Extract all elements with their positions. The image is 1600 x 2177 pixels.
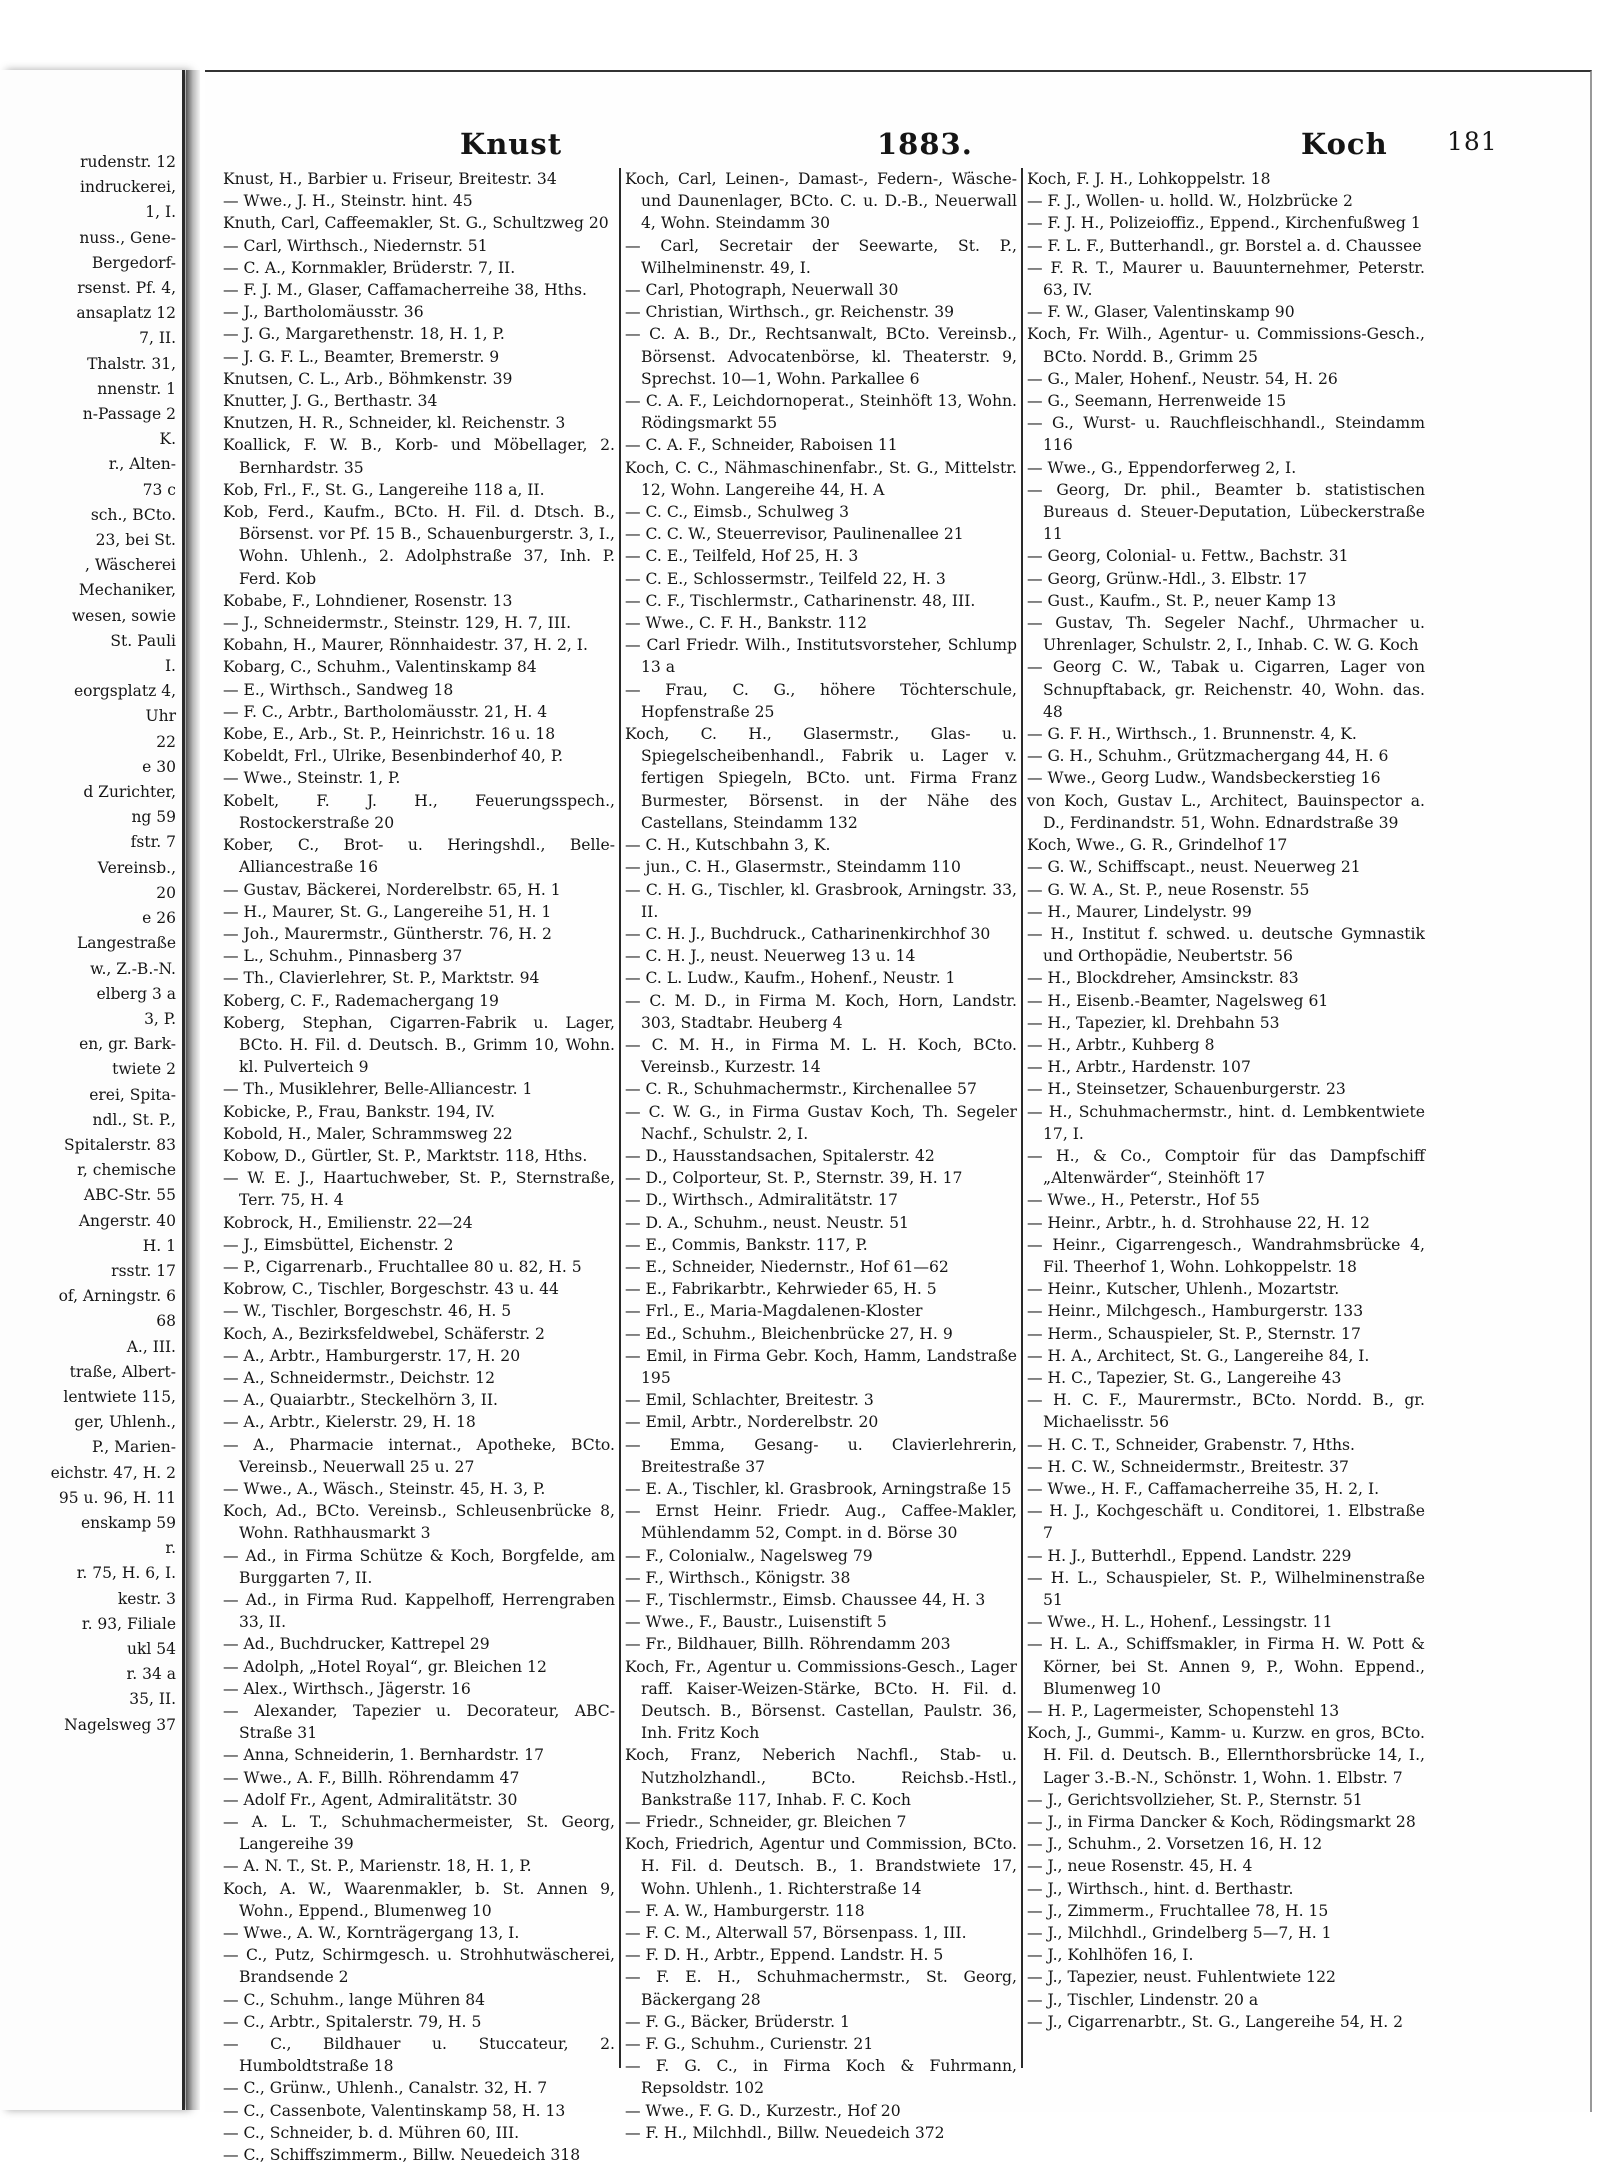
directory-entry: — H., Maurer, Lindelystr. 99: [1027, 902, 1252, 921]
directory-entry: — H. C., Tapezier, St. G., Langereihe 43: [1027, 1368, 1342, 1387]
directory-entry: — Wwe., J. H., Steinstr. hint. 45: [223, 192, 473, 211]
directory-entry: — F. G. C., in Firma Koch & Fuhrmann, Repsoldstr. 102: [625, 2057, 1017, 2098]
directory-entry: — C., Schiffszimmerm., Billw. Neuedeich 318: [223, 2146, 581, 2165]
directory-entry: Koch, J., Gummi-, Kamm- u. Kurzw. en gros, BCto. H. Fil. d. Deutsch. B., Ellernthorsbrücke 14, I., Lager 3.-B.-N., Schönstr. 1, Wohn. 1. Elbstr. 7: [1027, 1724, 1425, 1787]
directory-entry: Kobahn, H., Maurer, Rönnhaidestr. 37, H. 2, I.: [223, 636, 588, 655]
directory-entry: — C. C., Eimsb., Schulweg 3: [625, 503, 850, 522]
directory-entry: — Emma, Gesang- u. Clavierlehrerin, Breitestraße 37: [625, 1435, 1017, 1476]
left-fragment-line: r., Alten-: [108, 455, 176, 474]
directory-entry: Koallick, F. W. B., Korb- und Möbellager, 2. Bernhardstr. 35: [223, 436, 615, 477]
directory-entry: — H., Blockdreher, Amsinckstr. 83: [1027, 969, 1299, 988]
directory-entry: — J. G. F. L., Beamter, Bremerstr. 9: [223, 347, 500, 366]
left-fragment-line: enskamp 59: [80, 1513, 176, 1532]
directory-entry: — Georg, Colonial- u. Fettw., Bachstr. 31: [1027, 547, 1349, 566]
directory-entry: — C. A. F., Schneider, Raboisen 11: [625, 436, 898, 455]
directory-entry: Koch, Wwe., G. R., Grindelhof 17: [1027, 836, 1288, 855]
left-fragment-line: Uhr: [145, 707, 176, 726]
directory-entry: — H. A., Architect, St. G., Langereihe 84, I.: [1027, 1346, 1370, 1365]
directory-entry: — A. N. T., St. P., Marienstr. 18, H. 1, P.: [223, 1857, 532, 1876]
directory-entry: — G., Seemann, Herrenweide 15: [1027, 392, 1287, 411]
directory-entry: — J. G., Margarethenstr. 18, H. 1, P.: [223, 325, 505, 344]
directory-entry: — F. R. T., Maurer u. Bauunternehmer, Peterstr. 63, IV.: [1027, 258, 1425, 300]
directory-entry: — J., Wirthsch., hint. d. Berthastr.: [1027, 1879, 1294, 1898]
left-fragment-line: e 30: [142, 757, 176, 776]
directory-entry: — jun., C. H., Glasermstr., Steindamm 110: [625, 858, 961, 877]
directory-entry: — J., Tischler, Lindenstr. 20 a: [1027, 1990, 1259, 2009]
directory-entry: — Ernst Heinr. Friedr. Aug., Caffee-Makler, Mühlendamm 52, Compt. in d. Börse 30: [625, 1502, 1017, 1543]
directory-entry: Kobe, E., Arb., St. P., Heinrichstr. 16 u. 18: [223, 725, 556, 744]
directory-entry: — F. G., Bäcker, Brüderstr. 1: [625, 2012, 850, 2031]
directory-entry: — G. F. H., Wirthsch., 1. Brunnenstr. 4, K.: [1027, 725, 1357, 744]
left-fragment-line: Spitalerstr. 83: [64, 1135, 176, 1154]
directory-entry: — Alex., Wirthsch., Jägerstr. 16: [223, 1679, 471, 1698]
left-fragment-line: ABC-Str. 55: [83, 1186, 176, 1205]
left-fragment-line: , Wäscherei: [84, 556, 176, 575]
column-2: [625, 168, 1017, 2142]
directory-entry: — Wwe., H. F., Caffamacherreihe 35, H. 2, I.: [1027, 1479, 1380, 1498]
left-fragment-line: r. 75, H. 6, I.: [76, 1564, 176, 1583]
directory-entry: — F. L. F., Butterhandl., gr. Borstel a. d. Chaussee: [1027, 236, 1422, 255]
left-fragment-line: eorgsplatz 4,: [73, 682, 176, 701]
directory-entry: — Friedr., Schneider, gr. Bleichen 7: [625, 1813, 907, 1832]
directory-entry: Kobabe, F., Lohndiener, Rosenstr. 13: [223, 591, 513, 610]
directory-entry: — Ad., in Firma Schütze & Koch, Borgfelde, am Burggarten 7, II.: [223, 1546, 615, 1587]
directory-entry: — H., & Co., Comptoir für das Dampfschiff „Altenwärder“, Steinhöft 17: [1027, 1146, 1425, 1188]
directory-entry: — J., Schuhm., 2. Vorsetzen 16, H. 12: [1027, 1835, 1323, 1854]
directory-entry: — Gustav, Bäckerei, Norderelbstr. 65, H. 1: [223, 880, 561, 899]
directory-entry: — F. G., Schuhm., Curienstr. 21: [625, 2035, 874, 2054]
left-fragment-line: ger, Uhlenh.,: [74, 1413, 176, 1432]
left-fragment-line: wesen, sowie: [71, 606, 176, 625]
directory-entry: — H., Tapezier, kl. Drehbahn 53: [1027, 1013, 1280, 1032]
directory-entry: — H., Schuhmachermstr., hint. d. Lembkentwiete 17, I.: [1027, 1102, 1425, 1143]
left-fragment-line: e 26: [142, 909, 176, 928]
left-fragment-line: ukl 54: [127, 1639, 176, 1658]
directory-entry: — Ad., in Firma Rud. Kappelhoff, Herrengraben 33, II.: [223, 1591, 615, 1632]
column-divider-1: [619, 168, 621, 2068]
directory-entry: — E., Commis, Bankstr. 117, P.: [625, 1235, 868, 1254]
directory-entry: — Heinr., Cigarrengesch., Wandrahmsbrücke 4, Fil. Theerhof 1, Wohn. Lohkoppelstr. 18: [1027, 1235, 1425, 1276]
left-fragment-line: en, gr. Bark-: [79, 1035, 176, 1054]
directory-entry: Kobrow, C., Tischler, Borgeschstr. 43 u. 44: [223, 1280, 559, 1299]
directory-entry: Koch, Fr. Wilh., Agentur- u. Commissions-Gesch., BCto. Nordd. B., Grimm 25: [1027, 325, 1425, 366]
left-fragment-line: w., Z.-B.-N.: [90, 959, 176, 978]
directory-entry: — F. J., Wollen- u. holld. W., Holzbrücke 2: [1027, 192, 1353, 211]
directory-entry: — H. J., Kochgeschäft u. Conditorei, 1. Elbstraße 7: [1027, 1502, 1425, 1543]
directory-entry: — J., Kohlhöfen 16, I.: [1027, 1946, 1194, 1965]
directory-entry: — Carl Friedr. Wilh., Institutsvorsteher, Schlump 13 a: [625, 636, 1017, 677]
directory-entry: — H., Arbtr., Kuhberg 8: [1027, 1035, 1215, 1054]
directory-entry: — Anna, Schneiderin, 1. Bernhardstr. 17: [223, 1746, 544, 1765]
directory-entry: — Wwe., H. L., Hohenf., Lessingstr. 11: [1027, 1613, 1333, 1632]
directory-entry: — J., in Firma Dancker & Koch, Rödingsmarkt 28: [1027, 1813, 1416, 1832]
directory-entry: — C., Arbtr., Spitalerstr. 79, H. 5: [223, 2012, 482, 2031]
directory-entry: — F. A. W., Hamburgerstr. 118: [625, 1901, 865, 1920]
directory-entry: — Wwe., Georg Ludw., Wandsbeckerstieg 16: [1027, 769, 1381, 788]
directory-entry: — C. A. F., Leichdornoperat., Steinhöft 13, Wohn. Rödingsmarkt 55: [625, 392, 1017, 433]
directory-entry: — Heinr., Milchgesch., Hamburgerstr. 133: [1027, 1302, 1364, 1321]
directory-entry: — F. C., Arbtr., Bartholomäusstr. 21, H. 4: [223, 702, 548, 721]
left-fragment-line: St. Pauli: [110, 631, 176, 650]
directory-entry: — Heinr., Kutscher, Uhlenh., Mozartstr.: [1027, 1280, 1340, 1299]
directory-entry: — Christian, Wirthsch., gr. Reichenstr. 39: [625, 303, 955, 322]
left-fragment-line: eichstr. 47, H. 2: [50, 1463, 176, 1482]
directory-entry: Kobicke, P., Frau, Bankstr. 194, IV.: [223, 1102, 496, 1121]
directory-entry: Kobrock, H., Emilienstr. 22—24: [223, 1213, 473, 1232]
directory-entry: — C. H. G., Tischler, kl. Grasbrook, Arningstr. 33, II.: [625, 880, 1017, 921]
directory-entry: — C., Schuhm., lange Mühren 84: [223, 1990, 486, 2009]
directory-entry: — F. J. M., Glaser, Caffamacherreihe 38, Hths.: [223, 281, 587, 300]
directory-entry: Kob, Ferd., Kaufm., BCto. H. Fil. d. Dtsch. B., Börsenst. vor Pf. 15 B., Schauenburgerstr. 3, I., Wohn. Uhlenh., 2. Adolphstraße 37, Inh. P. Ferd. Kob: [223, 503, 615, 588]
directory-entry: — A. L. T., Schuhmachermeister, St. Georg, Langereihe 39: [223, 1813, 615, 1854]
directory-entry: — Herm., Schauspieler, St. P., Sternstr. 17: [1027, 1324, 1361, 1343]
left-fragment-line: 95 u. 96, H. 11: [58, 1488, 176, 1507]
directory-entry: — F., Colonialw., Nagelsweg 79: [625, 1546, 873, 1565]
directory-entry: — C., Grünw., Uhlenh., Canalstr. 32, H. 7: [223, 2079, 548, 2098]
directory-entry: — Alexander, Tapezier u. Decorateur, ABC-Straße 31: [223, 1702, 615, 1743]
right-page: [205, 70, 1592, 2165]
directory-entry: — H. C. F., Maurermstr., BCto. Nordd. B., gr. Michaelisstr. 56: [1027, 1391, 1425, 1432]
directory-entry: — Frl., E., Maria-Magdalenen-Kloster: [625, 1302, 923, 1321]
left-fragment-line: 35, II.: [129, 1690, 176, 1709]
directory-entry: — H. C. W., Schneidermstr., Breitestr. 37: [1027, 1457, 1349, 1476]
directory-entry: — Wwe., C. F. H., Bankstr. 112: [625, 614, 868, 633]
directory-entry: — H. L. A., Schiffsmakler, in Firma H. W. Pott & Körner, bei St. Annen 9, P., Wohn. Eppend., Blumenweg 10: [1027, 1635, 1425, 1698]
directory-entry: — C. E., Teilfeld, Hof 25, H. 3: [625, 547, 859, 566]
directory-entry: — Georg C. W., Tabak u. Cigarren, Lager von Schnupftaback, gr. Reichenstr. 40, Wohn. das. 48: [1027, 658, 1425, 721]
directory-entry: — G. W. A., St. P., neue Rosenstr. 55: [1027, 880, 1310, 899]
left-fragment-line: ng 59: [131, 808, 176, 827]
directory-entry: — C. A., Kornmakler, Brüderstr. 7, II.: [223, 258, 516, 277]
left-fragment-line: Vereinsb.,: [97, 858, 176, 877]
left-fragment-line: 1, I.: [145, 203, 176, 222]
column-1: [223, 168, 615, 2165]
directory-entry: — D., Wirthsch., Admiralitätstr. 17: [625, 1191, 898, 1210]
left-fragment-line: lentwiete 115,: [63, 1387, 176, 1406]
directory-entry: — Gust., Kaufm., St. P., neuer Kamp 13: [1027, 591, 1337, 610]
directory-entry: — C., Cassenbote, Valentinskamp 58, H. 13: [223, 2101, 566, 2120]
directory-entry: — A., Arbtr., Hamburgerstr. 17, H. 20: [223, 1346, 521, 1365]
directory-entry: von Koch, Gustav L., Architect, Bauinspector a. D., Ferdinandstr. 51, Wohn. Ednardstraße 39: [1027, 791, 1425, 832]
left-fragment-line: 22: [156, 732, 176, 751]
directory-entry: — Th., Musiklehrer, Belle-Alliancestr. 1: [223, 1080, 533, 1099]
directory-entry: Knust, H., Barbier u. Friseur, Breitestr. 34: [223, 170, 557, 188]
directory-entry: — H., Institut f. schwed. u. deutsche Gymnastik und Orthopädie, Neubertstr. 56: [1027, 924, 1425, 966]
directory-entry: — F. E. H., Schuhmachermstr., St. Georg, Bäckergang 28: [625, 1968, 1017, 2009]
left-fragment-line: kestr. 3: [117, 1589, 176, 1608]
directory-entry: — J., Milchhdl., Grindelberg 5—7, H. 1: [1027, 1924, 1332, 1943]
directory-entry: Koch, A., Bezirksfeldwebel, Schäferstr. 2: [223, 1324, 545, 1343]
directory-entry: — C., Bildhauer u. Stuccateur, 2. Humboldtstraße 18: [223, 2035, 615, 2076]
directory-entry: Koch, Carl, Leinen-, Damast-, Federn-, Wäsche- und Daunenlager, BCto. C. u. D.-B., Neuerwall 4, Wohn. Steindamm 30: [625, 170, 1017, 233]
directory-entry: — C. E., Schlossermstr., Teilfeld 22, H. 3: [625, 569, 946, 588]
directory-entry: — W. E. J., Haartuchweber, St. P., Sternstraße, Terr. 75, H. 4: [223, 1169, 615, 1210]
directory-entry: — J., Zimmerm., Fruchtallee 78, H. 15: [1027, 1901, 1329, 1920]
left-fragment-line: A., III.: [126, 1337, 176, 1356]
directory-entry: — F., Wirthsch., Königstr. 38: [625, 1568, 851, 1587]
directory-entry: — Emil, Schlachter, Breitestr. 3: [625, 1391, 874, 1410]
left-fragment-line: 3, P.: [144, 1009, 176, 1028]
page-number: 181: [1447, 127, 1498, 156]
directory-entry: — C. C. W., Steuerrevisor, Paulinenallee 21: [625, 525, 964, 544]
directory-entry: — J., Gerichtsvollzieher, St. P., Sternstr. 51: [1027, 1790, 1363, 1809]
directory-entry: Koch, Fr., Agentur u. Commissions-Gesch., Lager raff. Kaiser-Weizen-Stärke, BCto. H. Fil. d. Deutsch. B., Börsenst. Castellan, Paulstr. 36, Inh. Fritz Koch: [625, 1657, 1017, 1743]
directory-entry: — E., Fabrikarbtr., Kehrwieder 65, H. 5: [625, 1280, 937, 1299]
directory-entry: — A., Pharmacie internat., Apotheke, BCto. Vereinsb., Neuerwall 25 u. 27: [223, 1435, 615, 1476]
directory-entry: — A., Schneidermstr., Deichstr. 12: [223, 1368, 495, 1387]
directory-entry: Kobow, D., Gürtler, St. P., Marktstr. 118, Hths.: [223, 1146, 588, 1165]
left-fragment-line: r. 93, Filiale: [81, 1614, 176, 1633]
directory-entry: Kobold, H., Maler, Schrammsweg 22: [223, 1124, 513, 1143]
directory-entry: — Georg, Dr. phil., Beamter b. statistischen Bureaus d. Steuer-Deputation, Lübeckerstraße 11: [1027, 480, 1425, 544]
directory-entry: — Fr., Bildhauer, Billh. Röhrendamm 203: [625, 1635, 951, 1654]
directory-entry: — C., Putz, Schirmgesch. u. Strohhutwäscherei, Brandsende 2: [223, 1946, 615, 1987]
directory-entry: — H. C. T., Schneider, Grabenstr. 7, Hths.: [1027, 1435, 1355, 1454]
directory-entry: Koch, Ad., BCto. Vereinsb., Schleusenbrücke 8, Wohn. Rathhausmarkt 3: [223, 1502, 615, 1543]
directory-entry: — J., Schneidermstr., Steinstr. 129, H. 7, III.: [223, 614, 572, 633]
left-fragment-line: ansaplatz 12: [76, 304, 176, 323]
left-fragment-line: 23, bei St.: [95, 531, 176, 550]
directory-entry: Kobeldt, Frl., Ulrike, Besenbinderhof 40, P.: [223, 747, 564, 766]
directory-entry: — Ed., Schuhm., Bleichenbrücke 27, H. 9: [625, 1324, 953, 1343]
directory-entry: — Adolph, „Hotel Royal“, gr. Bleichen 12: [223, 1657, 547, 1676]
directory-entry: — H., Maurer, St. G., Langereihe 51, H. 1: [223, 902, 552, 921]
directory-entry: — C. L. Ludw., Kaufm., Hohenf., Neustr. 1: [625, 969, 956, 988]
directory-entry: — J., Bartholomäusstr. 36: [223, 303, 424, 322]
left-fragment-line: erei, Spita-: [89, 1085, 176, 1104]
directory-entry: — E. A., Tischler, kl. Grasbrook, Arningstraße 15: [625, 1479, 1012, 1498]
left-fragment-line: rsenst. Pf. 4,: [77, 279, 176, 298]
directory-entry: — Carl, Secretair der Seewarte, St. P., Wilhelminenstr. 49, I.: [625, 236, 1017, 277]
left-fragment-line: r, chemische: [77, 1161, 176, 1180]
left-fragment-line: 7, II.: [139, 329, 176, 348]
directory-entry: Kober, C., Brot- u. Heringshdl., Belle-Alliancestraße 16: [223, 836, 615, 877]
directory-entry: — G., Wurst- u. Rauchfleischhandl., Steindamm 116: [1027, 414, 1425, 455]
left-fragment-line: elberg 3 a: [96, 984, 176, 1003]
directory-entry: Kob, Frl., F., St. G., Langereihe 118 a, II.: [223, 480, 545, 499]
directory-entry: — E., Schneider, Niedernstr., Hof 61—62: [625, 1257, 949, 1276]
left-fragment-line: H. 1: [142, 1236, 176, 1255]
directory-entry: — W., Tischler, Borgeschstr. 46, H. 5: [223, 1302, 512, 1321]
directory-entry: — E., Wirthsch., Sandweg 18: [223, 680, 454, 699]
directory-entry: Knutsen, C. L., Arb., Böhmkenstr. 39: [223, 369, 513, 388]
directory-entry: Kobelt, F. J. H., Feuerungsspeсh., Rostockerstraße 20: [223, 791, 615, 832]
left-fragment-line: P., Marien-: [92, 1438, 176, 1457]
directory-entry: — Emil, in Firma Gebr. Koch, Hamm, Landstraße 195: [625, 1346, 1017, 1387]
left-fragment-line: rudenstr. 12: [80, 153, 176, 171]
directory-entry: — Wwe., H., Peterstr., Hof 55: [1027, 1191, 1260, 1210]
running-head-right: Koch: [1301, 127, 1388, 161]
directory-entry: — D. A., Schuhm., neust. Neustr. 51: [625, 1213, 909, 1232]
directory-entry: Koch, C. C., Nähmaschinenfabr., St. G., Mittelstr. 12, Wohn. Langereihe 44, H. A: [625, 458, 1017, 499]
directory-entry: — Carl, Photograph, Neuerwall 30: [625, 281, 899, 300]
directory-entry: — H., Eisenb.-Beamter, Nagelsweg 61: [1027, 991, 1329, 1010]
left-fragment-line: sch., BCto.: [90, 505, 176, 524]
directory-entry: — J., neue Rosenstr. 45, H. 4: [1027, 1857, 1253, 1876]
left-page-fragment: [0, 70, 185, 2110]
directory-entry: Knutter, J. G., Berthastr. 34: [223, 392, 438, 411]
left-fragment-line: indruckerei,: [80, 178, 176, 197]
directory-entry: — Carl, Wirthsch., Niedernstr. 51: [223, 236, 488, 255]
directory-entry: — G. H., Schuhm., Grützmachergang 44, H. 6: [1027, 747, 1389, 766]
left-fragment-line: Thalstr. 31,: [87, 354, 176, 373]
directory-entry: — H. J., Butterhdl., Eppend. Landstr. 229: [1027, 1546, 1352, 1565]
directory-entry: — J., Cigarrenarbtr., St. G., Langereihe 54, H. 2: [1027, 2012, 1404, 2031]
directory-entry: — Wwe., Steinstr. 1, P.: [223, 769, 401, 788]
directory-entry: — Ad., Buchdrucker, Kattrepel 29: [223, 1635, 490, 1654]
running-head-left: Knust: [460, 127, 563, 161]
directory-entry: — C. R., Schuhmachermstr., Kirchenallee 57: [625, 1080, 977, 1099]
directory-entry: — Adolf Fr., Agent, Admiralitätstr. 30: [223, 1790, 518, 1809]
left-fragment-line: 20: [156, 883, 176, 902]
left-page-text: [0, 150, 180, 1738]
directory-entry: Kobarg, C., Schuhm., Valentinskamp 84: [223, 658, 537, 677]
directory-entry: — H., Steinsetzer, Schauenburgerstr. 23: [1027, 1080, 1346, 1099]
left-fragment-line: r.: [165, 1539, 176, 1558]
left-fragment-line: d Zurichter,: [83, 783, 176, 802]
directory-entry: — G. W., Schiffscapt., neust. Neuerweg 21: [1027, 858, 1361, 877]
directory-entry: Koch, Franz, Neberich Nachfl., Stab- u. Nutzholzhandl., BCto. Reichsb.-Hstl., Bankstraße 117, Inhab. F. C. Koch: [625, 1746, 1017, 1809]
directory-entry: — A., Quaiarbtr., Steckelhörn 3, II.: [223, 1391, 498, 1410]
directory-entry: — Gustav, Th. Segeler Nachf., Uhrmacher u. Uhrenlager, Schulstr. 2, I., Inhab. C. W. G. Koch: [1027, 614, 1425, 655]
directory-entry: — A., Arbtr., Kielerstr. 29, H. 18: [223, 1413, 476, 1432]
directory-entry: — Frau, C. G., höhere Töchterschule, Hopfenstraße 25: [625, 680, 1017, 721]
column-3: [1027, 168, 1425, 2108]
left-fragment-line: nnenstr. 1: [97, 379, 176, 398]
directory-entry: — F. W., Glaser, Valentinskamp 90: [1027, 303, 1295, 322]
directory-entry: — F. C. M., Alterwall 57, Börsenpass. 1, III.: [625, 1924, 967, 1943]
column-divider-2: [1021, 168, 1023, 2068]
directory-entry: — Wwe., G., Eppendorferweg 2, I.: [1027, 458, 1297, 477]
directory-entry: Koch, A. W., Waarenmakler, b. St. Annen 9, Wohn., Eppend., Blumenweg 10: [223, 1879, 615, 1920]
left-fragment-line: rsstr. 17: [111, 1261, 176, 1280]
directory-entry: — Wwe., F., Baustr., Luisenstift 5: [625, 1613, 887, 1632]
left-fragment-line: nuss., Gene-: [79, 228, 176, 247]
directory-entry: — Wwe., A. W., Kornträgergang 13, I.: [223, 1924, 520, 1943]
directory-entry: — J., Tapezier, neust. Fuhlentwiete 122: [1027, 1968, 1336, 1987]
left-fragment-line: n-Passage 2: [82, 405, 176, 424]
book-gutter: [186, 70, 200, 2110]
directory-entry: Koch, Friedrich, Agentur und Commission, BCto. H. Fil. d. Deutsch. B., 1. Brandstwiete 17, Wohn. Uhlenh., 1. Richterstraße 14: [625, 1835, 1017, 1898]
left-fragment-line: 68: [156, 1312, 176, 1331]
directory-entry: — Emil, Arbtr., Norderelbstr. 20: [625, 1413, 879, 1432]
directory-entry: — C. F., Tischlermstr., Catharinenstr. 48, III.: [625, 591, 976, 610]
directory-entry: — Wwe., A., Wäsch., Steinstr. 45, H. 3, P.: [223, 1479, 546, 1498]
directory-entry: — C. M. H., in Firma M. L. H. Koch, BCto. Vereinsb., Kurzestr. 14: [625, 1035, 1017, 1077]
directory-entry: — F., Tischlermstr., Eimsb. Chaussee 44, H. 3: [625, 1591, 986, 1609]
directory-entry: — H. P., Lagermeister, Schopenstehl 13: [1027, 1702, 1340, 1721]
directory-entry: — Heinr., Arbtr., h. d. Strohhause 22, H. 12: [1027, 1213, 1370, 1232]
directory-entry: — J., Eimsbüttel, Eichenstr. 2: [223, 1235, 454, 1254]
directory-entry: Knutzen, H. R., Schneider, kl. Reichenstr. 3: [223, 414, 566, 433]
running-head-year: 1883.: [877, 127, 973, 161]
directory-entry: — C., Schneider, b. d. Mühren 60, III.: [223, 2123, 520, 2142]
directory-entry: — Th., Clavierlehrer, St. P., Marktstr. 94: [223, 969, 540, 988]
directory-entry: — L., Schuhm., Pinnasberg 37: [223, 947, 463, 966]
directory-entry: — F. J. H., Polizeioffiz., Eppend., Kirchenfußweg 1: [1027, 214, 1421, 233]
directory-entry: — C. A. B., Dr., Rechtsanwalt, BCto. Vereinsb., Börsenst. Advocatenbörse, kl. Theaterstr. 9, Sprechst. 10—1, Wohn. Parkallee 6: [625, 325, 1017, 388]
directory-entry: — H. L., Schauspieler, St. P., Wilhelminenstraße 51: [1027, 1568, 1425, 1609]
directory-entry: — D., Colporteur, St. P., Sternstr. 39, H. 17: [625, 1169, 963, 1188]
left-fragment-line: fstr. 7: [130, 833, 176, 852]
left-fragment-line: of, Arningstr. 6: [58, 1287, 176, 1306]
directory-entry: — Wwe., F. G. D., Kurzestr., Hof 20: [625, 2101, 901, 2120]
directory-entry: — C. H. J., Buchdruck., Catharinenkirchhof 30: [625, 924, 991, 943]
left-fragment-line: ndl., St. P.,: [92, 1110, 176, 1129]
directory-entry: — C. H., Kutschbahn 3, K.: [625, 836, 831, 855]
directory-entry: — Wwe., A. F., Billh. Röhrendamm 47: [223, 1768, 520, 1787]
directory-entry: — Georg, Grünw.-Hdl., 3. Elbstr. 17: [1027, 569, 1308, 588]
directory-entry: Koberg, Stephan, Cigarren-Fabrik u. Lager, BCto. H. Fil. d. Deutsch. B., Grimm 10, Wohn. kl. Pulverteich 9: [223, 1013, 615, 1077]
directory-entry: — C. W. G., in Firma Gustav Koch, Th. Segeler Nachf., Schulstr. 2, I.: [625, 1102, 1017, 1143]
directory-entry: — C. M. D., in Firma M. Koch, Horn, Landstr. 303, Stadtabr. Heuberg 4: [625, 991, 1017, 1032]
directory-entry: — C. H. J., neust. Neuerweg 13 u. 14: [625, 947, 916, 966]
left-fragment-line: r. 34 a: [126, 1665, 176, 1684]
directory-entry: — G., Maler, Hohenf., Neustr. 54, H. 26: [1027, 369, 1338, 388]
directory-entry: Knuth, Carl, Caffeemakler, St. G., Schultzweg 20: [223, 214, 609, 233]
left-fragment-line: twiete 2: [112, 1060, 176, 1079]
left-fragment-line: traße, Albert-: [69, 1362, 176, 1381]
directory-entry: — H., Arbtr., Hardenstr. 107: [1027, 1058, 1251, 1077]
directory-entry: Koch, C. H., Glasermstr., Glas- u. Spiegelscheibenhandl., Fabrik u. Lager v. fertigen Spiegeln, BCto. unt. Firma Franz Burmester, Börsenst. in der Nähe des Castellans, Steindamm 132: [625, 725, 1017, 832]
directory-entry: — F. H., Milchhdl., Billw. Neuedeich 372: [625, 2123, 945, 2142]
left-fragment-line: I.: [164, 657, 176, 676]
directory-entry: Koch, F. J. H., Lohkoppelstr. 18: [1027, 170, 1271, 188]
directory-entry: — F. D. H., Arbtr., Eppend. Landstr. H. 5: [625, 1946, 944, 1965]
left-fragment-line: 73 c: [142, 480, 176, 499]
directory-entry: Koberg, C. F., Rademachergang 19: [223, 991, 499, 1010]
left-fragment-line: K.: [159, 430, 176, 449]
left-fragment-line: Angerstr. 40: [78, 1211, 176, 1230]
left-fragment-line: Langestraße: [77, 934, 176, 953]
directory-entry: — P., Cigarrenarb., Fruchtallee 80 u. 82, H. 5: [223, 1257, 582, 1276]
directory-entry: — Joh., Maurermstr., Güntherstr. 76, H. 2: [223, 924, 552, 943]
left-fragment-line: Mechaniker,: [78, 581, 176, 600]
left-fragment-line: Nagelsweg 37: [64, 1715, 176, 1734]
left-fragment-line: Bergedorf-: [91, 253, 176, 272]
directory-entry: — D., Hausstandsachen, Spitalerstr. 42: [625, 1146, 935, 1165]
